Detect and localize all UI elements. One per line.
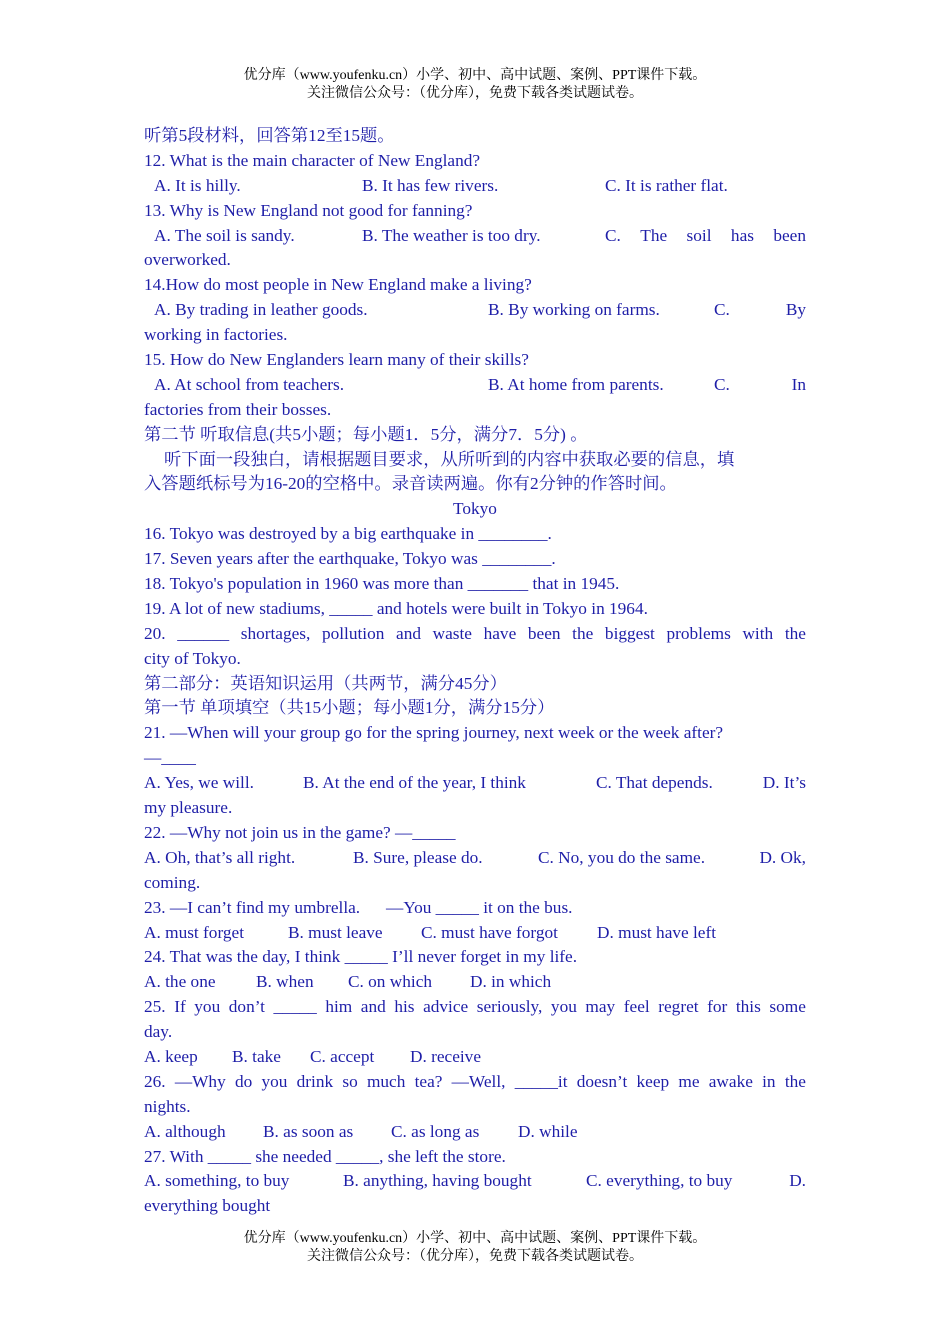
q20-word: the xyxy=(572,623,594,643)
q27-option-d-cont: everything bought xyxy=(144,1196,271,1216)
q12-stem: 12. What is the main character of New England? xyxy=(144,150,481,170)
q25-word: don’t xyxy=(228,997,265,1017)
q27-option-a: A. something, to buy xyxy=(144,1171,290,1191)
q21-option-c: C. That depends. xyxy=(596,773,713,793)
q14-stem: 14.How do most people in New England make a living? xyxy=(144,275,532,295)
q25-options xyxy=(144,1045,806,1070)
q27-options xyxy=(144,1169,806,1194)
q21-blank: —____ xyxy=(144,748,196,768)
q13-c-word: been xyxy=(773,225,806,245)
q26-word: do xyxy=(234,1071,253,1091)
q25-word: you xyxy=(194,997,221,1017)
q22-option-b: B. Sure, please do. xyxy=(353,847,483,867)
q26-options xyxy=(144,1120,806,1145)
q26-word: keep xyxy=(636,1071,670,1091)
q20-line xyxy=(144,622,806,647)
q26-stem-cont: nights. xyxy=(144,1096,191,1116)
q26-option-c: C. as long as xyxy=(391,1121,480,1141)
q20-word: been xyxy=(527,623,561,643)
q26-word: —Well, xyxy=(451,1071,506,1091)
q14-option-c-cont: working in factories. xyxy=(144,325,288,345)
q26-word: me xyxy=(678,1071,700,1091)
section5-intro: 听第5段材料，回答第12至15题。 xyxy=(144,126,395,145)
q22-option-d-cont: coming. xyxy=(144,872,201,892)
q27-stem: 27. With _____ she needed _____, she left the store. xyxy=(144,1146,506,1166)
q26-word: the xyxy=(784,1071,806,1091)
q25-word: you xyxy=(550,997,577,1017)
q20-word: shortages, xyxy=(240,623,311,643)
q27-option-d: D. xyxy=(789,1171,806,1191)
q15-stem: 15. How do New Englanders learn many of their skills? xyxy=(144,350,529,370)
q14-c-word: By xyxy=(785,300,806,320)
q13-option-c-cont: overworked. xyxy=(144,250,231,270)
q13-option-c xyxy=(605,224,806,249)
q24-option-c: C. on which xyxy=(348,972,433,992)
q13-stem: 13. Why is New England not good for fanning? xyxy=(144,200,473,220)
q25-word: may xyxy=(585,997,616,1017)
q20-word: ______ xyxy=(177,623,230,643)
q25-stem-cont: day. xyxy=(144,1022,173,1042)
part-knowledge-heading: 第二部分：英语知识运用（共两节，满分45分） xyxy=(144,673,507,693)
q20-word: have xyxy=(483,623,517,643)
q23-stem: 23. —I can’t find my umbrella. —You _____ it on the bus. xyxy=(144,897,573,917)
q21-option-d-cont: my pleasure. xyxy=(144,798,233,818)
q14-options xyxy=(144,298,806,323)
q12-option-a: A. It is hilly. xyxy=(154,175,241,195)
q25-stem xyxy=(144,995,806,1020)
q25-option-b: B. take xyxy=(232,1046,281,1066)
q23-option-a: A. must forget xyxy=(144,922,244,942)
q25-word: regret xyxy=(658,997,699,1017)
q25-word: his xyxy=(394,997,415,1017)
q13-options xyxy=(144,224,806,249)
page-footer xyxy=(0,1230,950,1266)
q20-word: waste xyxy=(432,623,472,643)
q17: 17. Seven years after the earthquake, Tokyo was ________. xyxy=(144,549,556,569)
q26-word: tea? xyxy=(414,1071,443,1091)
q21-stem: 21. —When will your group go for the spring journey, next week or the week after? xyxy=(144,723,724,743)
q23-option-b: B. must leave xyxy=(288,922,383,942)
q24-option-b: B. when xyxy=(256,972,314,992)
q24-options xyxy=(144,970,806,995)
q22-options xyxy=(144,846,806,871)
q25-option-c: C. accept xyxy=(310,1046,375,1066)
q21-options xyxy=(144,771,806,796)
header-line-1: 优分库（www.youfenku.cn）小学、初中、高中试题、案例、PPT课件下载。 xyxy=(243,68,707,83)
q12-options xyxy=(144,174,806,199)
q15-option-b: B. At home from parents. xyxy=(488,374,664,394)
q12-option-c: C. It is rather flat. xyxy=(605,175,728,195)
q20-word: pollution xyxy=(321,623,385,643)
q14-option-a: A. By trading in leather goods. xyxy=(154,300,368,320)
q20-word: 20. xyxy=(144,623,166,643)
q26-option-a: A. although xyxy=(144,1121,226,1141)
q20-word: the xyxy=(784,623,806,643)
q25-word: him xyxy=(325,997,353,1017)
q13-option-a: A. The soil is sandy. xyxy=(154,225,295,245)
q24-option-a: A. the one xyxy=(144,972,216,992)
q25-word: advice xyxy=(423,997,469,1017)
q27-option-c: C. everything, to buy xyxy=(586,1171,733,1191)
q15-options xyxy=(144,373,806,398)
q15-option-c xyxy=(714,373,806,398)
q20-word: biggest xyxy=(604,623,655,643)
q25-word: feel xyxy=(623,997,650,1017)
q25-option-d: D. receive xyxy=(410,1046,481,1066)
header-line-2: 关注微信公众号：（优分库），免费下载各类试题试卷。 xyxy=(307,86,643,101)
q26-option-d: D. while xyxy=(518,1121,578,1141)
q26-word: doesn’t xyxy=(576,1071,628,1091)
q26-option-b: B. as soon as xyxy=(263,1121,354,1141)
q26-word: you xyxy=(261,1071,288,1091)
q22-option-a: A. Oh, that’s all right. xyxy=(144,847,296,867)
q13-c-word: soil xyxy=(686,225,712,245)
q15-c-label: C. xyxy=(714,374,730,394)
q21-option-b: B. At the end of the year, I think xyxy=(303,773,526,793)
footer-line-1: 优分库（www.youfenku.cn）小学、初中、高中试题、案例、PPT课件下载。 xyxy=(243,1231,707,1246)
q24-option-d: D. in which xyxy=(470,972,552,992)
q25-word: this xyxy=(735,997,761,1017)
q22-option-d: D. Ok, xyxy=(759,847,806,867)
q22-stem: 22. —Why not join us in the game? —_____ xyxy=(144,822,456,842)
q13-c-word: The xyxy=(640,225,668,245)
q26-word: so xyxy=(342,1071,358,1091)
q14-option-c xyxy=(714,298,806,323)
q26-word: 26. xyxy=(144,1071,166,1091)
q22-option-c: C. No, you do the same. xyxy=(538,847,706,867)
part2-heading: 第二节 听取信息(共5小题；每小题1．5分，满分7．5分) 。 xyxy=(144,424,588,444)
page-header xyxy=(0,67,950,103)
q21-option-d: D. It’s xyxy=(762,773,806,793)
q26-word: in xyxy=(762,1071,776,1091)
q25-word: seriously, xyxy=(476,997,543,1017)
q26-word: _____it xyxy=(514,1071,568,1091)
footer-line-2: 关注微信公众号：（优分库），免费下载各类试题试卷。 xyxy=(307,1249,643,1264)
q15-option-c-cont: factories from their bosses. xyxy=(144,399,332,419)
q14-c-label: C. xyxy=(714,300,730,320)
q14-option-b: B. By working on farms. xyxy=(488,300,660,320)
q15-option-a: A. At school from teachers. xyxy=(154,374,345,394)
q25-word: and xyxy=(360,997,386,1017)
q27-option-b: B. anything, having bought xyxy=(343,1171,532,1191)
q25-word: some xyxy=(769,997,806,1017)
q23-options xyxy=(144,921,806,946)
q12-option-b: B. It has few rivers. xyxy=(362,175,499,195)
q19: 19. A lot of new stadiums, _____ and hotels were built in Tokyo in 1964. xyxy=(144,598,648,618)
q23-option-d: D. must have left xyxy=(597,922,717,942)
q13-c-word: C. xyxy=(605,225,621,245)
q24-stem: 24. That was the day, I think _____ I’ll never forget in my life. xyxy=(144,947,578,967)
q15-c-word: In xyxy=(791,374,806,394)
q25-word: If xyxy=(174,997,186,1017)
q21-option-a: A. Yes, we will. xyxy=(144,773,254,793)
q26-word: much xyxy=(366,1071,406,1091)
q20-word: problems xyxy=(666,623,731,643)
exam-content xyxy=(144,124,806,1219)
q25-word: _____ xyxy=(273,997,317,1017)
q25-option-a: A. keep xyxy=(144,1046,198,1066)
q26-word: awake xyxy=(708,1071,753,1091)
part-knowledge-sub: 第一节 单项填空（共15小题；每小题1分，满分15分） xyxy=(144,698,555,718)
q23-option-c: C. must have forgot xyxy=(421,922,558,942)
q13-option-b: B. The weather is too dry. xyxy=(362,225,541,245)
part2-instruction-2: 入答题纸标号为16-20的空格中。录音读两遍。你有2分钟的作答时间。 xyxy=(144,474,677,494)
q20-cont: city of Tokyo. xyxy=(144,648,241,668)
q25-word: for xyxy=(707,997,728,1017)
passage-title: Tokyo xyxy=(453,499,497,519)
part2-instruction-1: 听下面一段独白，请根据题目要求，从所听到的内容中获取必要的信息，填 xyxy=(164,449,735,469)
q18: 18. Tokyo's population in 1960 was more than _______ that in 1945. xyxy=(144,574,620,594)
q26-stem xyxy=(144,1070,806,1095)
q26-word: drink xyxy=(296,1071,334,1091)
q26-word: —Why xyxy=(174,1071,226,1091)
q13-c-word: has xyxy=(730,225,754,245)
q16: 16. Tokyo was destroyed by a big earthquake in ________. xyxy=(144,524,552,544)
q20-word: and xyxy=(396,623,421,643)
q20-word: with xyxy=(742,623,774,643)
q25-word: 25. xyxy=(144,997,166,1017)
